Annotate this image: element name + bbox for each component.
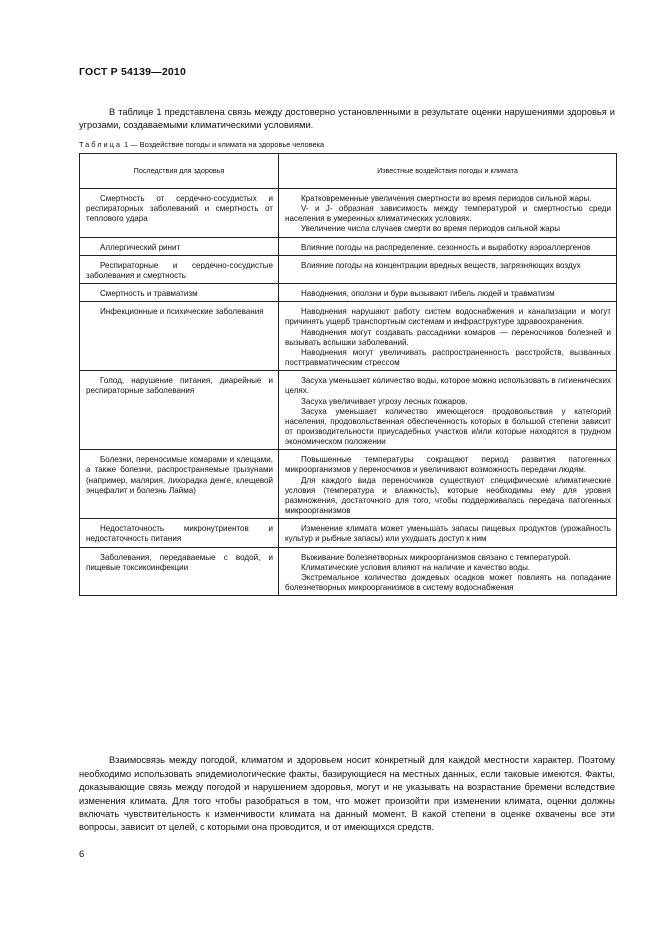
health-effect-text: Инфекционные и психические заболевания <box>100 307 264 317</box>
table-row <box>80 547 617 596</box>
health-effect-cell <box>80 237 279 255</box>
health-effect-cell <box>80 189 279 238</box>
table-row <box>80 237 617 255</box>
health-effect-cell <box>80 255 279 283</box>
weather-impact-text: Наводнения могут создавать рассадники комаров — переносчиков болезней и вызывать вспышки заболеваний. <box>285 327 611 347</box>
weather-impact-text: Влияние погоды на концентрации вредных веществ, загрязняющих воздух <box>301 260 581 270</box>
health-impact-table <box>79 153 617 596</box>
health-effect-text: Смертность и травматизм <box>100 289 198 299</box>
document-header: ГОСТ Р 54139—2010 <box>79 66 187 78</box>
weather-impact-text: V- и J- образная зависимость между температурой и смертностью среди населения в умеренных климатических условиях. <box>285 204 611 224</box>
health-effect-text: Болезни, переносимые комарами и клещами, а также болезни, распространяемые грызунами (например, малярия, лихорадка денге, клещевой энцефалит и болезнь Лайма) <box>86 455 273 495</box>
health-effect-text: Голод, нарушение питания, диарейные и респираторные заболевания <box>86 376 273 396</box>
weather-impact-text: Повышенные температуры сокращают период развития патогенных микроорганизмов у переносчиков и увеличивают возможность передачи людям. <box>285 455 611 475</box>
weather-impact-cell <box>279 450 617 519</box>
weather-impact-text: Наводнения могут увеличивать распространенность расстройств, вызванных посттравматическим стрессом <box>285 347 611 368</box>
table-row <box>80 255 617 283</box>
weather-impact-text: Изменение климата может уменьшать запасы пищевых продуктов (урожайность культур и рыбные запасы) или ухудшать доступ к ним <box>285 524 611 544</box>
weather-impact-text: Засуха уменьшает количество воды, которое можно использовать в гигиенических целях. <box>285 376 611 396</box>
weather-impact-text: Для каждого вида переносчиков существуют специфические климатические условия (температура и влажность), которые необходимы ему для уровня размножения, достаточного для того, чтобы поддерживалась передача патогенных микроорганизмов <box>285 475 611 516</box>
weather-impact-cell <box>279 547 617 596</box>
weather-impact-text: Климатические условия влияют на наличие и качество воды. <box>301 562 531 572</box>
table-header-row <box>80 154 617 189</box>
table-body <box>80 189 617 596</box>
health-effect-cell <box>80 371 279 450</box>
weather-impact-cell <box>279 519 617 547</box>
weather-impact-text: Наводнения нарушают работу систем водоснабжения и канализации и могут причинять ущерб транспортным системам и инфраструктуре здравоохранения. <box>285 307 611 327</box>
health-effect-text: Респираторные и сердечно-сосудистые заболевания и смертность <box>86 260 273 280</box>
column-header-health-effects: Последствия для здоровья <box>80 154 279 189</box>
health-effect-text: Недостаточность микронутриентов и недостаточность питания <box>86 524 273 544</box>
weather-impact-text: Наводнения, оползни и бури вызывают гибель людей и травматизм <box>301 289 555 299</box>
weather-impact-text: Экстремальное количество дождевых осадков может повлиять на попадание болезнетворных микроорганизмов в систему водоснабжения <box>285 572 611 592</box>
weather-impact-cell <box>279 237 617 255</box>
weather-impact-text: Засуха уменьшает количество имеющегося продовольствия у категорий населения, продовольственная обеспеченность которых в большой степени зависит от производительности приусадебных участков и/или которые находятся в трудном экономическом положении <box>285 406 611 447</box>
weather-impact-cell <box>279 371 617 450</box>
weather-impact-cell <box>279 189 617 238</box>
weather-impact-text: Влияние погоды на распределение, сезонность и выработку аэроаллергенов <box>301 242 591 252</box>
health-effect-cell <box>80 519 279 547</box>
table-row <box>80 519 617 547</box>
weather-impact-text: Кратковременные увеличения смертности во время периодов сильной жары. <box>301 194 592 203</box>
weather-impact-cell <box>279 255 617 283</box>
table-caption <box>79 140 619 149</box>
page-number: 6 <box>79 849 85 860</box>
health-effect-cell <box>80 450 279 519</box>
column-header-weather-impacts: Известные воздействия погоды и климата <box>279 154 617 189</box>
weather-impact-text: Засуха увеличивает угрозу лесных пожаров. <box>301 396 468 406</box>
health-effect-cell <box>80 284 279 302</box>
weather-impact-cell <box>279 302 617 371</box>
weather-impact-text: Увеличение числа случаев смерти во время периодов сильной жары <box>301 224 561 234</box>
health-effect-text: Заболевания, передаваемые с водой, и пищевые токсикоинфекции <box>86 552 273 572</box>
table-row <box>80 371 617 450</box>
table-row <box>80 189 617 238</box>
health-effect-cell <box>80 547 279 596</box>
table-row <box>80 284 617 302</box>
closing-paragraph: Взаимосвязь между погодой, климатом и здоровьем носит конкретный для каждой местности характер. Поэтому необходимо использовать эпидемиологические факты, базирующиеся на местных данных, если таковые имеются. Факты, доказывающие связь между погодой и нарушением здоровья, могут и не указывать на возрастание бремени вследствие изменения климата. Для того чтобы разобраться в том, что может произойти при изменении климата, оценки должны включать чувствительность к изменчивости климата на данный момент. В какой степени в оценке охвачены все эти вопросы, зависит от целей, с которыми она проводится, и от имеющихся средств. <box>79 755 615 833</box>
table-caption-title: 1 — Воздействие погоды и климата на здоровье человека <box>121 140 325 149</box>
intro-paragraph: В таблице 1 представлена связь между достоверно установленными в результате оценки нарушениями здоровья и угрозами, создаваемыми климатическими условиями. <box>79 107 615 131</box>
health-effect-cell <box>80 302 279 371</box>
health-effect-text: Смертность от сердечно-сосудистых и респираторных заболеваний и смертность от теплового удара <box>86 194 273 224</box>
weather-impact-text: Выживание болезнетворных микроорганизмов связано с температурой. <box>301 552 571 562</box>
table-row <box>80 450 617 519</box>
table-row <box>80 302 617 371</box>
weather-impact-cell <box>279 284 617 302</box>
health-effect-text: Аллергический ринит <box>100 242 181 252</box>
table-caption-label: Таблица <box>79 140 122 149</box>
